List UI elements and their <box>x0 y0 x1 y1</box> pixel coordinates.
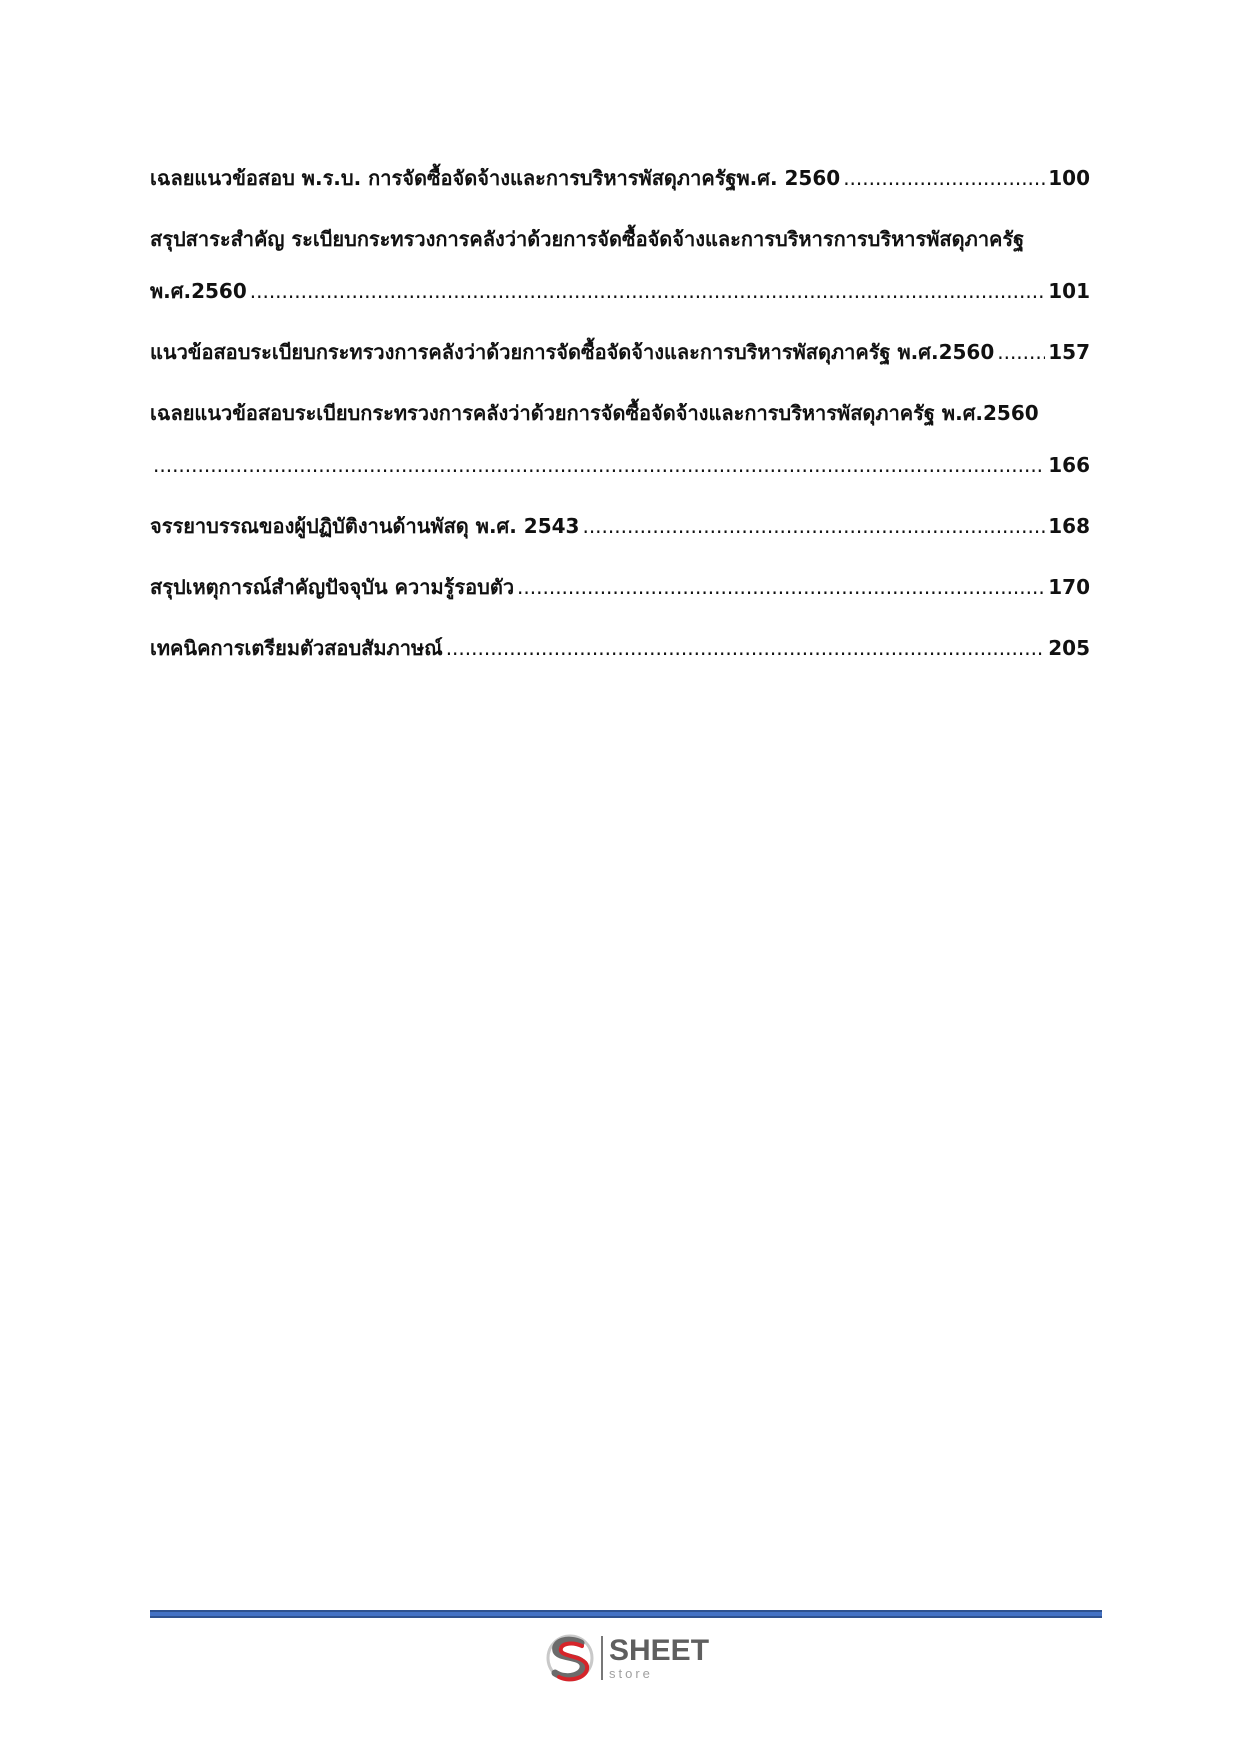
logo-word: SHEET <box>609 1634 710 1667</box>
toc-entry-title: เฉลยแนวข้อสอบระเบียบกระทรวงการคลังว่าด้วยการจัดซื้อจัดจ้างและการบริหารพัสดุภาครัฐ พ.ศ.2560 <box>150 401 1039 425</box>
sheet-store-logo-icon <box>545 1631 597 1685</box>
table-of-contents <box>150 152 1090 683</box>
toc-entry[interactable] <box>150 326 1090 378</box>
toc-dot-leader <box>997 326 1045 378</box>
toc-page-number: 170 <box>1048 575 1090 599</box>
toc-entry[interactable] <box>150 561 1090 613</box>
toc-page-number: 157 <box>1048 340 1090 364</box>
toc-dot-leader <box>446 622 1046 674</box>
toc-entry[interactable] <box>150 387 1090 491</box>
toc-entry[interactable] <box>150 500 1090 552</box>
toc-dot-leader <box>153 439 1045 491</box>
toc-page-number: 205 <box>1048 636 1090 660</box>
toc-entry-title: สรุปเหตุการณ์สำคัญปัจจุบัน ความรู้รอบตัว <box>150 575 515 599</box>
toc-entry[interactable] <box>150 622 1090 674</box>
footer-divider <box>150 1610 1102 1618</box>
toc-entry-title-cont: พ.ศ.2560 <box>150 279 247 303</box>
toc-entry-title: สรุปสาระสำคัญ ระเบียบกระทรวงการคลังว่าด้วยการจัดซื้อจัดจ้างและการบริหารการบริหารพัสดุภาครัฐ <box>150 227 1025 251</box>
toc-entry[interactable] <box>150 152 1090 204</box>
logo-divider <box>601 1636 603 1680</box>
toc-page-number: 100 <box>1048 166 1090 190</box>
toc-dot-leader <box>250 265 1046 317</box>
sheet-store-logo <box>545 1630 725 1686</box>
toc-dot-leader <box>582 500 1045 552</box>
logo-subtitle: store <box>609 1666 653 1681</box>
logo-text <box>609 1636 709 1680</box>
toc-entry[interactable] <box>150 213 1090 317</box>
toc-dot-leader <box>843 152 1045 204</box>
toc-dot-leader <box>517 561 1045 613</box>
toc-page-number: 168 <box>1048 514 1090 538</box>
toc-entry-title: จรรยาบรรณของผู้ปฏิบัติงานด้านพัสดุ พ.ศ. 2543 <box>150 514 580 538</box>
toc-entry-title: เทคนิคการเตรียมตัวสอบสัมภาษณ์ <box>150 636 443 660</box>
toc-entry-title: เฉลยแนวข้อสอบ พ.ร.บ. การจัดซื้อจัดจ้างและการบริหารพัสดุภาครัฐพ.ศ. 2560 <box>150 166 841 190</box>
toc-page-number: 166 <box>1048 453 1090 477</box>
toc-page-number: 101 <box>1048 279 1090 303</box>
toc-entry-title: แนวข้อสอบระเบียบกระทรวงการคลังว่าด้วยการจัดซื้อจัดจ้างและการบริหารพัสดุภาครัฐ พ.ศ.2560 <box>150 340 995 364</box>
